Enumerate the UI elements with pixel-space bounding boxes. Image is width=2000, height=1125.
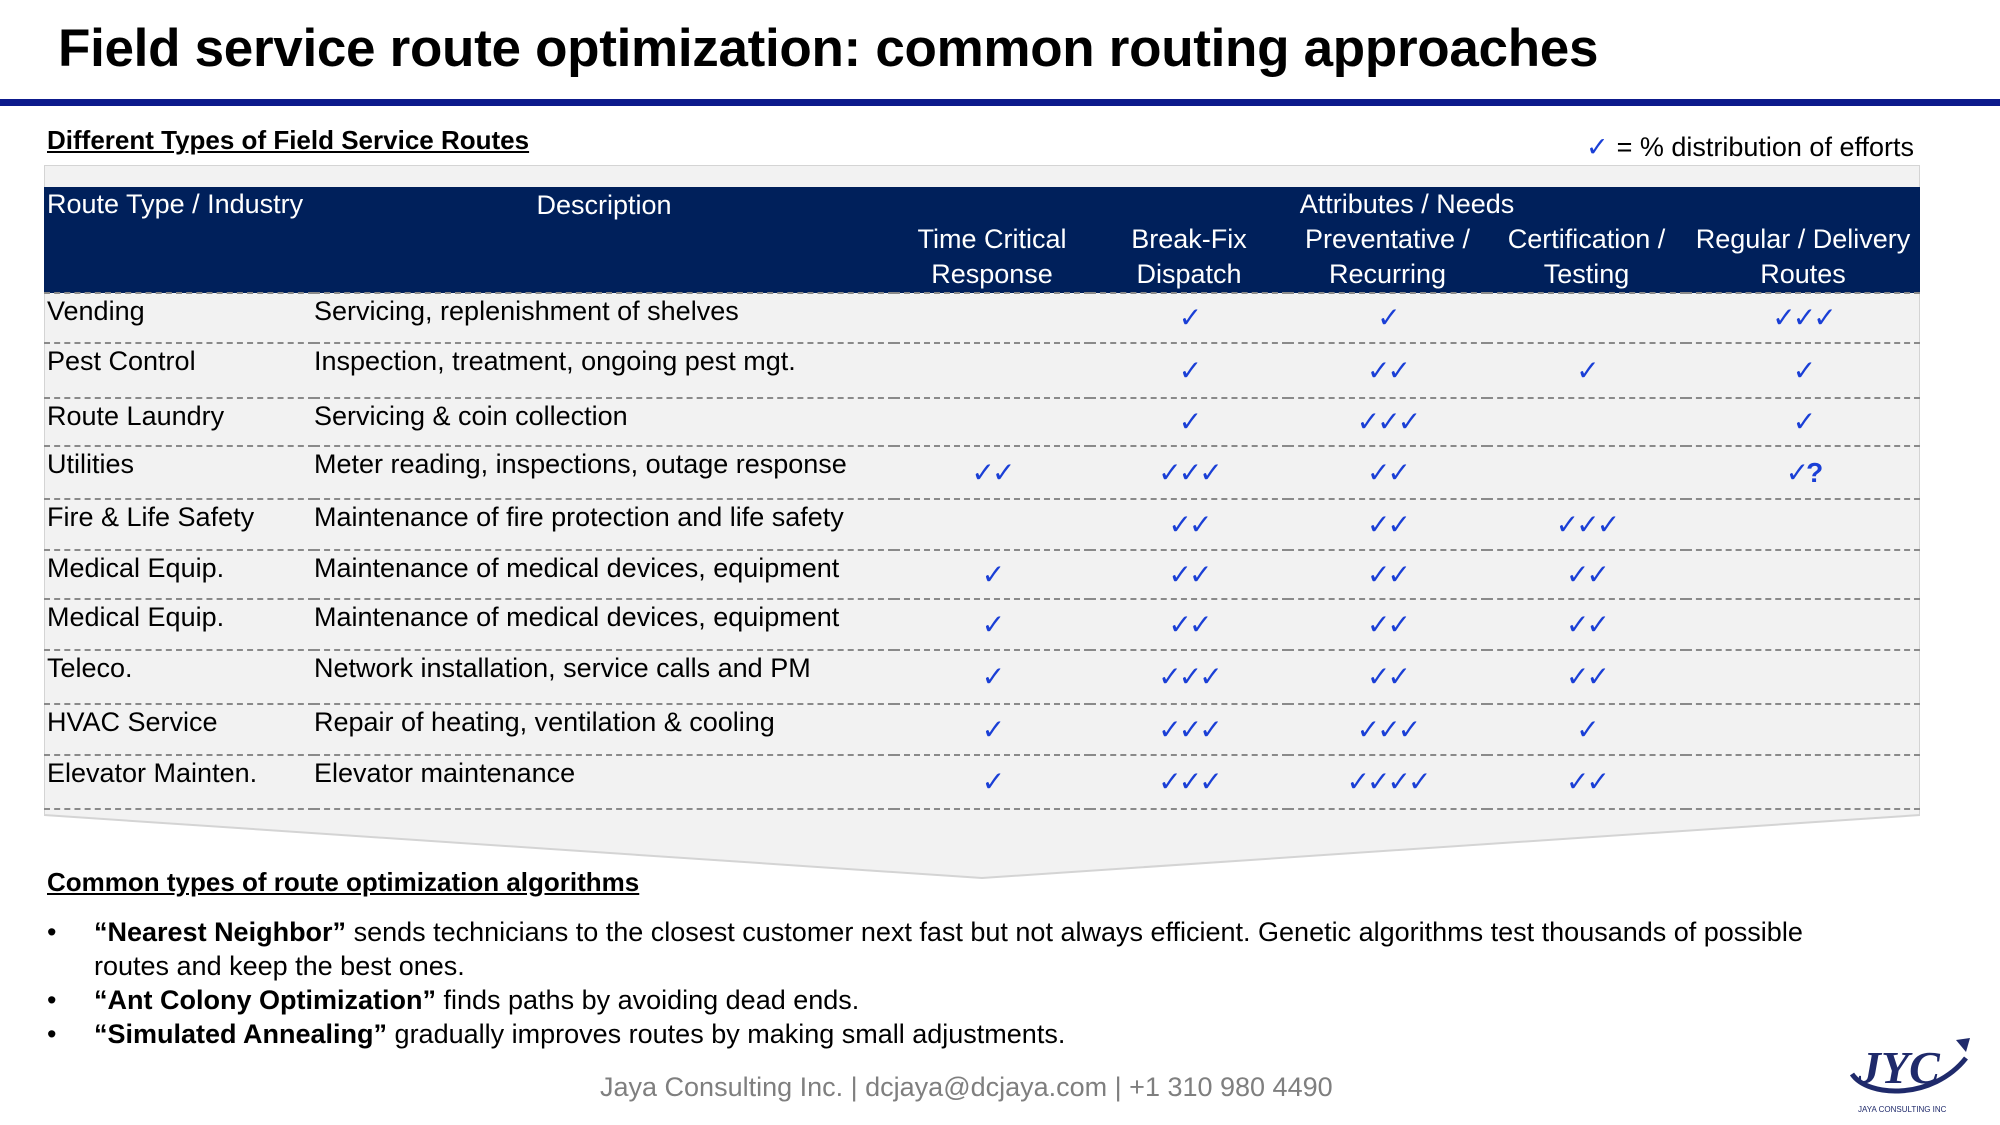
check-marks-cell: ✓✓	[1487, 599, 1686, 650]
section-heading-route-types: Different Types of Field Service Routes	[47, 125, 530, 155]
algorithm-description: finds paths by avoiding dead ends.	[435, 985, 860, 1015]
check-marks-cell: ✓✓✓	[1090, 755, 1288, 809]
check-marks-cell: ✓✓	[1090, 599, 1288, 650]
algorithm-description: gradually improves routes by making small adjustments.	[387, 1019, 1066, 1049]
route-type-cell: Teleco.	[44, 650, 314, 704]
check-marks-cell	[1686, 550, 1920, 599]
check-marks-cell: ✓✓	[1288, 599, 1487, 650]
check-marks-cell: ✓✓✓	[1090, 446, 1288, 499]
bullet-icon: •	[47, 917, 57, 947]
route-type-cell: Route Laundry	[44, 398, 314, 446]
check-marks-cell	[1487, 398, 1686, 446]
check-marks-cell: ✓	[1686, 343, 1920, 398]
section-heading-algorithms: Common types of route optimization algorithms	[47, 867, 640, 897]
header-route-type: Route Type / Industry	[44, 187, 314, 293]
check-marks-cell	[1686, 650, 1920, 704]
description-cell: Inspection, treatment, ongoing pest mgt.	[314, 343, 894, 398]
check-marks-cell: ✓	[1487, 343, 1686, 398]
check-marks-cell: ✓✓	[1288, 499, 1487, 550]
table-row	[44, 704, 1920, 755]
description-cell: Meter reading, inspections, outage response	[314, 446, 894, 499]
check-marks-cell: ✓	[894, 550, 1090, 599]
list-item	[44, 915, 1884, 983]
description-cell: Network installation, service calls and PM	[314, 650, 894, 704]
header-description: Description	[314, 187, 894, 293]
route-type-cell: Medical Equip.	[44, 550, 314, 599]
check-marks-cell: ✓✓	[1288, 650, 1487, 704]
title-rule	[0, 99, 2000, 106]
legend	[1586, 132, 1914, 163]
check-marks-cell: ✓	[1090, 398, 1288, 446]
page-title: Field service route optimization: common routing approaches	[58, 19, 1599, 78]
check-marks-cell: ✓✓	[1288, 343, 1487, 398]
description-cell: Maintenance of fire protection and life safety	[314, 499, 894, 550]
check-marks-cell	[894, 398, 1090, 446]
header-attributes: Attributes / Needs	[894, 187, 1920, 222]
table-row	[44, 650, 1920, 704]
description-cell: Servicing & coin collection	[314, 398, 894, 446]
check-marks-cell: ✓✓✓	[1090, 650, 1288, 704]
check-marks-cell: ✓✓	[1487, 650, 1686, 704]
route-type-cell: Vending	[44, 293, 314, 343]
route-type-cell: Fire & Life Safety	[44, 499, 314, 550]
description-cell: Maintenance of medical devices, equipment	[314, 599, 894, 650]
check-marks-cell: ✓✓	[1090, 550, 1288, 599]
legend-text: = % distribution of efforts	[1616, 132, 1914, 162]
check-marks-cell: ✓	[1487, 704, 1686, 755]
check-marks-cell: ✓✓	[1487, 550, 1686, 599]
check-icon: ✓	[1585, 132, 1609, 162]
table-row	[44, 446, 1920, 499]
check-marks-cell: ✓✓✓	[1487, 499, 1686, 550]
algorithm-name: “Simulated Annealing”	[94, 1019, 388, 1049]
check-marks-cell: ✓	[894, 650, 1090, 704]
check-marks-cell: ✓✓✓✓	[1288, 755, 1487, 809]
table-row	[44, 755, 1920, 809]
check-marks-cell: ✓✓✓	[1090, 704, 1288, 755]
check-marks-cell: ✓	[1090, 343, 1288, 398]
check-marks-cell: ✓✓	[1288, 446, 1487, 499]
check-marks-cell: ✓✓	[1487, 755, 1686, 809]
check-marks-cell: ✓?	[1686, 446, 1920, 499]
description-cell: Elevator maintenance	[314, 755, 894, 809]
route-type-cell: HVAC Service	[44, 704, 314, 755]
algorithm-list	[44, 915, 1884, 1051]
description-cell: Servicing, replenishment of shelves	[314, 293, 894, 343]
check-marks-cell	[1686, 755, 1920, 809]
check-marks-cell	[1686, 599, 1920, 650]
check-marks-cell	[894, 343, 1090, 398]
algorithm-description: sends technicians to the closest customer next fast but not always efficient. Genetic algorithms test thousands of possible routes and keep the best ones.	[94, 917, 1803, 981]
check-marks-cell: ✓✓✓	[1686, 293, 1920, 343]
route-types-table	[44, 187, 1920, 810]
bullet-icon: •	[47, 985, 57, 1015]
logo-caption: JAYA CONSULTING INC	[1858, 1105, 1947, 1114]
table-row	[44, 398, 1920, 446]
check-marks-cell: ✓✓✓	[1288, 398, 1487, 446]
route-type-cell: Elevator Mainten.	[44, 755, 314, 809]
header-preventative: Preventative / Recurring	[1288, 222, 1487, 293]
check-marks-cell: ✓	[1090, 293, 1288, 343]
description-cell: Repair of heating, ventilation & cooling	[314, 704, 894, 755]
table-body	[44, 293, 1920, 809]
algorithm-name: “Ant Colony Optimization”	[94, 985, 436, 1015]
header-time-critical: Time Critical Response	[894, 222, 1090, 293]
footer-contact: Jaya Consulting Inc. | dcjaya@dcjaya.com | +1 310 980 4490	[600, 1072, 1333, 1102]
list-item	[44, 1017, 1884, 1051]
header-regular-delivery: Regular / Delivery Routes	[1686, 222, 1920, 293]
algorithm-name: “Nearest Neighbor”	[94, 917, 347, 947]
check-marks-cell	[1487, 446, 1686, 499]
check-marks-cell: ✓✓✓	[1288, 704, 1487, 755]
header-certification: Certification / Testing	[1487, 222, 1686, 293]
table-row	[44, 499, 1920, 550]
check-marks-cell	[1686, 499, 1920, 550]
check-marks-cell: ✓✓	[894, 446, 1090, 499]
check-marks-cell: ✓✓	[1090, 499, 1288, 550]
check-marks-cell	[1487, 293, 1686, 343]
check-marks-cell: ✓	[1686, 398, 1920, 446]
company-logo	[1838, 1028, 1978, 1118]
description-cell: Maintenance of medical devices, equipment	[314, 550, 894, 599]
check-marks-cell: ✓	[894, 704, 1090, 755]
list-item	[44, 983, 1884, 1017]
check-marks-cell: ✓✓	[1288, 550, 1487, 599]
bullet-icon: •	[47, 1019, 57, 1049]
route-type-cell: Medical Equip.	[44, 599, 314, 650]
table-row	[44, 550, 1920, 599]
check-marks-cell	[894, 293, 1090, 343]
check-marks-cell: ✓	[894, 755, 1090, 809]
check-marks-cell	[1686, 704, 1920, 755]
logo-letters: JYC	[1858, 1042, 1940, 1093]
table-row	[44, 599, 1920, 650]
route-type-cell: Pest Control	[44, 343, 314, 398]
table-row	[44, 343, 1920, 398]
table-header-row	[44, 187, 1920, 222]
check-marks-cell: ✓	[894, 599, 1090, 650]
route-type-cell: Utilities	[44, 446, 314, 499]
check-marks-cell: ✓	[1288, 293, 1487, 343]
header-break-fix: Break-Fix Dispatch	[1090, 222, 1288, 293]
table-row	[44, 293, 1920, 343]
check-marks-cell	[894, 499, 1090, 550]
